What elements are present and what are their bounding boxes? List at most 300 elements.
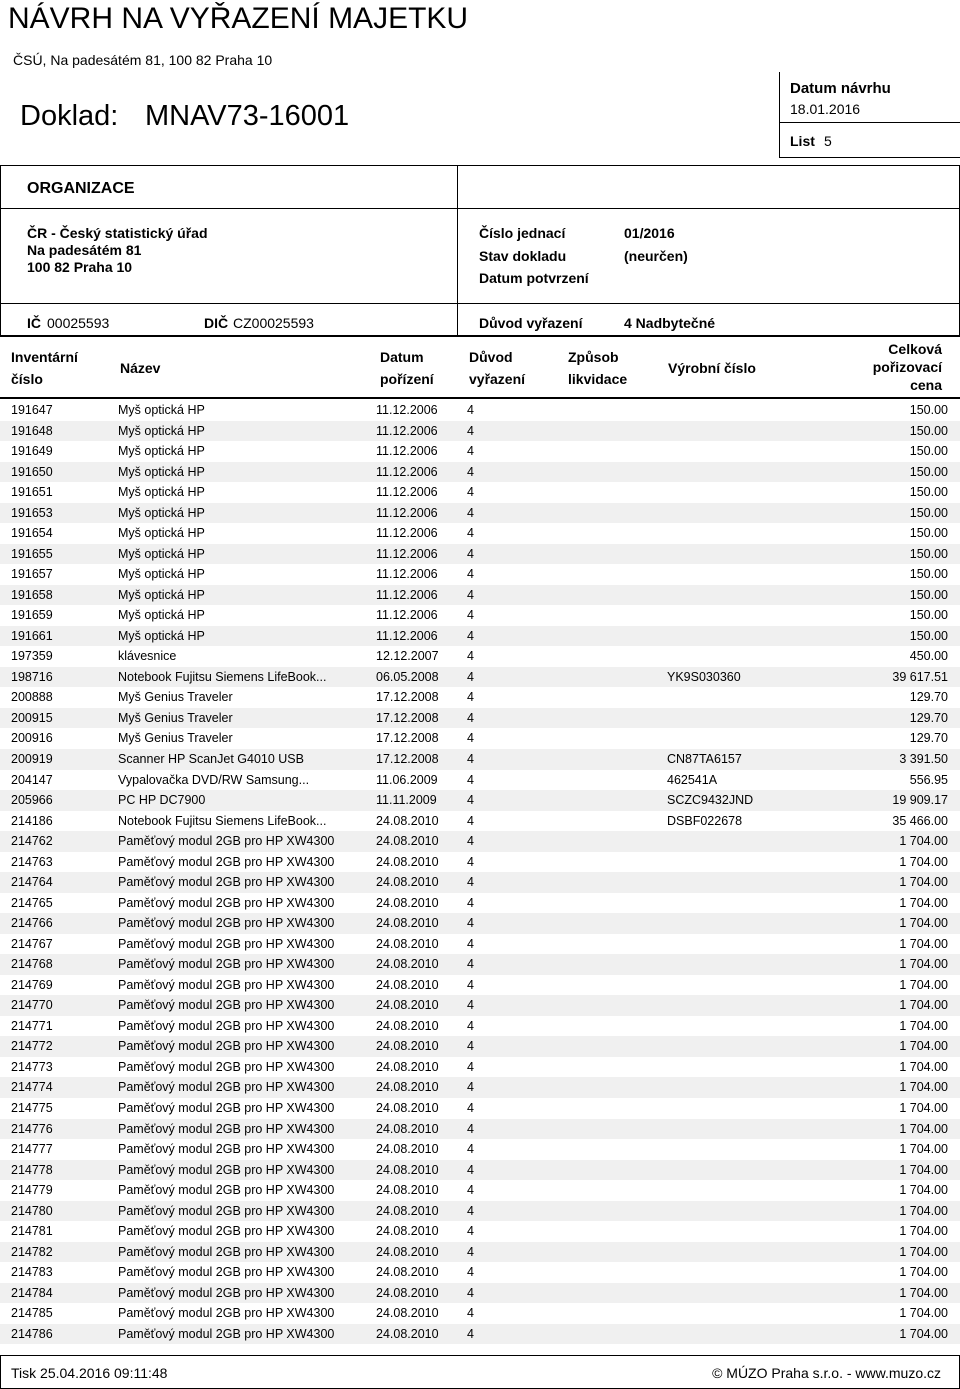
reason-cell: 4 <box>467 772 474 787</box>
reason-cell: 4 <box>467 1224 474 1239</box>
table-row <box>0 1242 960 1263</box>
price-cell: 1 704.00 <box>899 998 948 1013</box>
reason-cell: 4 <box>467 1059 474 1074</box>
inv-cell: 214775 <box>11 1101 53 1116</box>
name-cell: Myš optická HP <box>118 403 205 417</box>
org-heading: ORGANIZACE <box>27 180 135 197</box>
header-price: Celková <box>888 341 942 357</box>
inv-cell: 191650 <box>11 464 53 479</box>
reason-cell: 4 <box>467 813 474 828</box>
reason-cell: 4 <box>467 1265 474 1280</box>
table-row <box>0 913 960 934</box>
date-cell: 24.08.2010 <box>376 875 439 890</box>
table-row <box>0 544 960 565</box>
price-cell: 1 704.00 <box>899 1203 948 1218</box>
header-price-3: cena <box>910 377 942 393</box>
date-cell: 17.12.2008 <box>376 690 439 705</box>
date-cell: 24.08.2010 <box>376 1121 439 1136</box>
dic-label: DIČ <box>204 315 229 331</box>
price-cell: 150.00 <box>909 464 948 479</box>
date-cell: 11.12.2006 <box>376 403 438 417</box>
price-cell: 1 704.00 <box>899 1121 948 1136</box>
reason-cell: 4 <box>467 444 474 459</box>
reason-cell: 4 <box>467 731 474 746</box>
date-cell: 24.08.2010 <box>376 1080 439 1095</box>
name-cell: Paměťový modul 2GB pro HP XW4300 <box>118 1080 335 1095</box>
price-cell: 150.00 <box>909 485 948 500</box>
inv-cell: 214765 <box>11 895 53 910</box>
price-cell: 150.00 <box>909 423 948 438</box>
reason-cell: 4 <box>467 690 474 705</box>
inv-cell: 191655 <box>11 546 53 561</box>
table-row <box>0 1036 960 1057</box>
reason-value: 4 Nadbytečné <box>624 315 716 331</box>
date-list-box <box>779 72 960 158</box>
name-cell: Myš Genius Traveler <box>118 690 233 705</box>
inv-cell: 214784 <box>11 1285 53 1300</box>
inv-cell: 191654 <box>11 526 53 541</box>
reason-cell: 4 <box>467 957 474 972</box>
name-cell: Paměťový modul 2GB pro HP XW4300 <box>118 957 335 972</box>
name-cell: klávesnice <box>118 649 177 664</box>
inv-cell: 191647 <box>11 403 53 417</box>
confirm-label: Datum potvrzení <box>479 270 589 286</box>
date-cell: 24.08.2010 <box>376 834 439 849</box>
inv-cell: 200919 <box>11 752 53 766</box>
date-cell: 24.08.2010 <box>376 1285 439 1300</box>
date-cell: 11.12.2006 <box>376 505 438 520</box>
date-cell: 11.12.2006 <box>376 485 438 500</box>
table-row <box>0 523 960 544</box>
inv-cell: 191649 <box>11 444 53 459</box>
date-cell: 24.08.2010 <box>376 1183 439 1198</box>
name-cell: Myš optická HP <box>118 608 205 623</box>
inv-cell: 214786 <box>11 1326 53 1341</box>
price-cell: 1 704.00 <box>899 1142 948 1157</box>
table-row <box>0 667 960 688</box>
inv-cell: 214766 <box>11 916 53 931</box>
org-city: 100 82 Praha 10 <box>27 259 133 275</box>
inv-cell: 191657 <box>11 567 53 582</box>
date-cell: 11.12.2006 <box>376 628 438 643</box>
status-value: (neurčen) <box>624 248 688 264</box>
table-row <box>0 1324 960 1345</box>
price-cell: 150.00 <box>909 403 948 417</box>
inv-cell: 200915 <box>11 710 53 725</box>
reason-cell: 4 <box>467 1183 474 1198</box>
proposal-date-value: 18.01.2016 <box>790 101 861 117</box>
date-cell: 12.12.2007 <box>376 649 439 664</box>
doc-label: Doklad: <box>20 100 119 132</box>
name-cell: Myš optická HP <box>118 546 205 561</box>
reason-cell: 4 <box>467 834 474 849</box>
price-cell: 1 704.00 <box>899 854 948 869</box>
date-cell: 11.12.2006 <box>376 567 438 582</box>
price-cell: 150.00 <box>909 587 948 602</box>
name-cell: Paměťový modul 2GB pro HP XW4300 <box>118 875 335 890</box>
table-row <box>0 995 960 1016</box>
inv-cell: 214768 <box>11 957 53 972</box>
name-cell: Paměťový modul 2GB pro HP XW4300 <box>118 1018 335 1033</box>
table-row <box>0 728 960 749</box>
reason-cell: 4 <box>467 875 474 890</box>
name-cell: Paměťový modul 2GB pro HP XW4300 <box>118 1183 335 1198</box>
name-cell: Myš optická HP <box>118 444 205 459</box>
table-row <box>0 482 960 503</box>
price-cell: 1 704.00 <box>899 1059 948 1074</box>
name-cell: PC HP DC7900 <box>118 793 206 808</box>
price-cell: 150.00 <box>909 546 948 561</box>
price-cell: 129.70 <box>909 731 948 746</box>
inv-cell: 191661 <box>11 628 53 643</box>
price-cell: 129.70 <box>909 690 948 705</box>
header-date-2: pořízení <box>380 371 434 387</box>
name-cell: Paměťový modul 2GB pro HP XW4300 <box>118 1285 335 1300</box>
date-cell: 24.08.2010 <box>376 1265 439 1280</box>
table-row <box>0 1221 960 1242</box>
table-row <box>0 503 960 524</box>
table-row <box>0 1201 960 1222</box>
date-cell: 24.08.2010 <box>376 1039 439 1054</box>
reason-cell: 4 <box>467 854 474 869</box>
date-cell: 24.08.2010 <box>376 1244 439 1259</box>
list-label: List <box>790 133 815 149</box>
inv-cell: 205966 <box>11 793 53 808</box>
price-cell: 150.00 <box>909 628 948 643</box>
reason-cell: 4 <box>467 936 474 951</box>
price-cell: 19 909.17 <box>892 793 948 808</box>
inv-cell: 214778 <box>11 1162 53 1177</box>
price-cell: 1 704.00 <box>899 895 948 910</box>
org-name: ČR - Český statistický úřad <box>27 225 208 241</box>
date-cell: 11.12.2006 <box>376 526 438 541</box>
table-row <box>0 605 960 626</box>
price-cell: 1 704.00 <box>899 957 948 972</box>
table-row <box>0 687 960 708</box>
header-price-2: pořizovací <box>872 359 942 375</box>
inv-cell: 198716 <box>11 669 53 684</box>
table-row <box>0 852 960 873</box>
reason-cell: 4 <box>467 505 474 520</box>
inv-cell: 214780 <box>11 1203 53 1218</box>
inv-cell: 214785 <box>11 1306 53 1321</box>
table-row <box>0 954 960 975</box>
price-cell: 450.00 <box>909 649 948 664</box>
table-row <box>0 1098 960 1119</box>
price-cell: 1 704.00 <box>899 1244 948 1259</box>
reason-cell: 4 <box>467 1121 474 1136</box>
header-method: Způsob <box>568 349 619 365</box>
date-cell: 24.08.2010 <box>376 1203 439 1218</box>
table-row <box>0 1283 960 1304</box>
table-row <box>0 934 960 955</box>
inv-cell: 214764 <box>11 875 53 890</box>
price-cell: 1 704.00 <box>899 916 948 931</box>
date-cell: 11.12.2006 <box>376 444 438 459</box>
date-cell: 24.08.2010 <box>376 854 439 869</box>
table-row <box>0 441 960 462</box>
table-row <box>0 708 960 729</box>
name-cell: Myš optická HP <box>118 628 205 643</box>
date-cell: 11.12.2006 <box>376 608 438 623</box>
name-cell: Myš optická HP <box>118 464 205 479</box>
reason-cell: 4 <box>467 916 474 931</box>
inv-cell: 214772 <box>11 1039 53 1054</box>
reason-cell: 4 <box>467 485 474 500</box>
name-cell: Myš optická HP <box>118 505 205 520</box>
date-cell: 11.12.2006 <box>376 546 438 561</box>
price-cell: 1 704.00 <box>899 936 948 951</box>
reason-cell: 4 <box>467 669 474 684</box>
table-row <box>0 831 960 852</box>
table-row <box>0 462 960 483</box>
reason-cell: 4 <box>467 1142 474 1157</box>
reason-cell: 4 <box>467 608 474 623</box>
table-row <box>0 790 960 811</box>
header-reason-2: vyřazení <box>469 371 526 387</box>
inv-cell: 214781 <box>11 1224 53 1239</box>
price-cell: 129.70 <box>909 710 948 725</box>
address-line: ČSÚ, Na padesátém 81, 100 82 Praha 10 <box>13 52 273 68</box>
name-cell: Scanner HP ScanJet G4010 USB <box>118 752 304 766</box>
table-row <box>0 1119 960 1140</box>
name-cell: Paměťový modul 2GB pro HP XW4300 <box>118 1059 335 1074</box>
ic-label: IČ <box>27 315 41 331</box>
reason-cell: 4 <box>467 628 474 643</box>
inv-cell: 214769 <box>11 977 53 992</box>
price-cell: 3 391.50 <box>899 752 948 766</box>
price-cell: 1 704.00 <box>899 1265 948 1280</box>
name-cell: Paměťový modul 2GB pro HP XW4300 <box>118 998 335 1013</box>
list-value: 5 <box>824 133 832 149</box>
reason-cell: 4 <box>467 464 474 479</box>
reason-label: Důvod vyřazení <box>479 315 583 331</box>
table-row <box>0 1057 960 1078</box>
inv-cell: 214773 <box>11 1059 53 1074</box>
price-cell: 1 704.00 <box>899 1018 948 1033</box>
date-cell: 11.06.2009 <box>376 772 438 787</box>
name-cell: Notebook Fujitsu Siemens LifeBook... <box>118 669 327 684</box>
inv-cell: 214762 <box>11 834 53 849</box>
price-cell: 150.00 <box>909 567 948 582</box>
reason-cell: 4 <box>467 1162 474 1177</box>
table-row <box>0 585 960 606</box>
reason-cell: 4 <box>467 1326 474 1341</box>
table-row <box>0 1262 960 1283</box>
table-row <box>0 1180 960 1201</box>
inv-cell: 214774 <box>11 1080 53 1095</box>
price-cell: 150.00 <box>909 608 948 623</box>
header-serial: Výrobní číslo <box>668 360 756 376</box>
price-cell: 1 704.00 <box>899 1162 948 1177</box>
date-cell: 24.08.2010 <box>376 1142 439 1157</box>
inv-cell: 214186 <box>11 813 53 828</box>
date-cell: 24.08.2010 <box>376 916 439 931</box>
table-row <box>0 1139 960 1160</box>
inv-cell: 204147 <box>11 772 53 787</box>
reason-cell: 4 <box>467 710 474 725</box>
date-cell: 11.12.2006 <box>376 423 438 438</box>
price-cell: 150.00 <box>909 526 948 541</box>
name-cell: Paměťový modul 2GB pro HP XW4300 <box>118 1326 335 1341</box>
header-reason: Důvod <box>469 349 513 365</box>
name-cell: Paměťový modul 2GB pro HP XW4300 <box>118 1162 335 1177</box>
doc-number: MNAV73-16001 <box>145 100 350 132</box>
inv-cell: 191648 <box>11 423 53 438</box>
price-cell: 1 704.00 <box>899 1224 948 1239</box>
name-cell: Myš optická HP <box>118 567 205 582</box>
price-cell: 1 704.00 <box>899 1326 948 1341</box>
date-cell: 24.08.2010 <box>376 895 439 910</box>
date-cell: 24.08.2010 <box>376 1018 439 1033</box>
table-header <box>0 337 960 397</box>
inv-cell: 214776 <box>11 1121 53 1136</box>
inv-cell: 197359 <box>11 649 53 664</box>
reason-cell: 4 <box>467 1306 474 1321</box>
header-date: Datum <box>380 349 424 365</box>
header-name: Název <box>120 360 161 376</box>
table-row <box>0 811 960 832</box>
reason-cell: 4 <box>467 403 474 417</box>
reason-cell: 4 <box>467 1285 474 1300</box>
inv-cell: 214767 <box>11 936 53 951</box>
date-cell: 06.05.2008 <box>376 669 439 684</box>
header-inventory: Inventární <box>11 349 78 365</box>
reason-cell: 4 <box>467 546 474 561</box>
serial-cell: YK9S030360 <box>667 669 741 684</box>
reason-cell: 4 <box>467 649 474 664</box>
inv-cell: 200916 <box>11 731 53 746</box>
price-cell: 150.00 <box>909 444 948 459</box>
table-row <box>0 893 960 914</box>
reason-cell: 4 <box>467 998 474 1013</box>
name-cell: Paměťový modul 2GB pro HP XW4300 <box>118 834 335 849</box>
reason-cell: 4 <box>467 526 474 541</box>
status-label: Stav dokladu <box>479 248 567 264</box>
price-cell: 556.95 <box>909 772 948 787</box>
reason-cell: 4 <box>467 423 474 438</box>
name-cell: Paměťový modul 2GB pro HP XW4300 <box>118 1121 335 1136</box>
reason-cell: 4 <box>467 793 474 808</box>
table-row <box>0 1016 960 1037</box>
reason-cell: 4 <box>467 1101 474 1116</box>
reason-cell: 4 <box>467 752 474 766</box>
document-title: NÁVRH NA VYŘAZENÍ MAJETKU <box>8 2 469 35</box>
inv-cell: 191653 <box>11 505 53 520</box>
inv-cell: 214779 <box>11 1183 53 1198</box>
date-cell: 24.08.2010 <box>376 1162 439 1177</box>
name-cell: Paměťový modul 2GB pro HP XW4300 <box>118 895 335 910</box>
inv-cell: 214770 <box>11 998 53 1013</box>
name-cell: Paměťový modul 2GB pro HP XW4300 <box>118 854 335 869</box>
table-row <box>0 1303 960 1324</box>
price-cell: 1 704.00 <box>899 977 948 992</box>
price-cell: 1 704.00 <box>899 875 948 890</box>
reason-cell: 4 <box>467 1244 474 1259</box>
table-row <box>0 1160 960 1181</box>
inv-cell: 214783 <box>11 1265 53 1280</box>
table-row <box>0 975 960 996</box>
ic-value: 00025593 <box>47 315 110 331</box>
price-cell: 1 704.00 <box>899 834 948 849</box>
reason-cell: 4 <box>467 977 474 992</box>
inv-cell: 214771 <box>11 1018 53 1033</box>
name-cell: Paměťový modul 2GB pro HP XW4300 <box>118 1265 335 1280</box>
inv-cell: 191659 <box>11 608 53 623</box>
reason-cell: 4 <box>467 587 474 602</box>
date-cell: 24.08.2010 <box>376 1224 439 1239</box>
header-inventory-2: číslo <box>11 371 43 387</box>
inv-cell: 191651 <box>11 485 53 500</box>
date-cell: 24.08.2010 <box>376 1326 439 1341</box>
org-street: Na padesátém 81 <box>27 242 142 258</box>
date-cell: 11.12.2006 <box>376 587 438 602</box>
inv-cell: 214763 <box>11 854 53 869</box>
name-cell: Vypalovačka DVD/RW Samsung... <box>118 772 310 787</box>
table-row <box>0 1077 960 1098</box>
table-row <box>0 749 960 770</box>
proposal-date-label: Datum návrhu <box>790 80 891 97</box>
price-cell: 150.00 <box>909 505 948 520</box>
name-cell: Paměťový modul 2GB pro HP XW4300 <box>118 1203 335 1218</box>
inv-cell: 214782 <box>11 1244 53 1259</box>
reason-cell: 4 <box>467 1039 474 1054</box>
inv-cell: 214777 <box>11 1142 53 1157</box>
name-cell: Paměťový modul 2GB pro HP XW4300 <box>118 1224 335 1239</box>
price-cell: 1 704.00 <box>899 1080 948 1095</box>
serial-cell: DSBF022678 <box>667 813 743 828</box>
dic-value: CZ00025593 <box>233 315 314 331</box>
date-cell: 17.12.2008 <box>376 710 439 725</box>
name-cell: Paměťový modul 2GB pro HP XW4300 <box>118 1101 335 1116</box>
name-cell: Myš optická HP <box>118 423 205 438</box>
ref-value: 01/2016 <box>624 225 675 241</box>
name-cell: Myš optická HP <box>118 526 205 541</box>
price-cell: 1 704.00 <box>899 1306 948 1321</box>
date-cell: 24.08.2010 <box>376 977 439 992</box>
name-cell: Paměťový modul 2GB pro HP XW4300 <box>118 936 335 951</box>
reason-cell: 4 <box>467 1203 474 1218</box>
inv-cell: 200888 <box>11 690 53 705</box>
date-cell: 24.08.2010 <box>376 813 439 828</box>
reason-cell: 4 <box>467 567 474 582</box>
serial-cell: CN87TA6157 <box>667 752 742 766</box>
date-cell: 24.08.2010 <box>376 936 439 951</box>
name-cell: Paměťový modul 2GB pro HP XW4300 <box>118 916 335 931</box>
price-cell: 39 617.51 <box>892 669 948 684</box>
date-cell: 24.08.2010 <box>376 1101 439 1116</box>
table-row <box>0 646 960 667</box>
table-row <box>0 564 960 585</box>
date-cell: 11.11.2009 <box>376 793 437 808</box>
price-cell: 1 704.00 <box>899 1183 948 1198</box>
date-cell: 24.08.2010 <box>376 957 439 972</box>
serial-cell: SCZC9432JND <box>667 793 754 808</box>
name-cell: Paměťový modul 2GB pro HP XW4300 <box>118 977 335 992</box>
name-cell: Paměťový modul 2GB pro HP XW4300 <box>118 1244 335 1259</box>
date-cell: 11.12.2006 <box>376 464 438 479</box>
date-cell: 17.12.2008 <box>376 731 439 746</box>
reason-cell: 4 <box>467 1080 474 1095</box>
date-cell: 24.08.2010 <box>376 1306 439 1321</box>
serial-cell: 462541A <box>667 772 718 787</box>
name-cell: Paměťový modul 2GB pro HP XW4300 <box>118 1039 335 1054</box>
name-cell: Paměťový modul 2GB pro HP XW4300 <box>118 1306 335 1321</box>
header-method-2: likvidace <box>568 371 628 387</box>
table-row <box>0 770 960 791</box>
table-row <box>0 400 960 421</box>
footer <box>0 1355 960 1389</box>
